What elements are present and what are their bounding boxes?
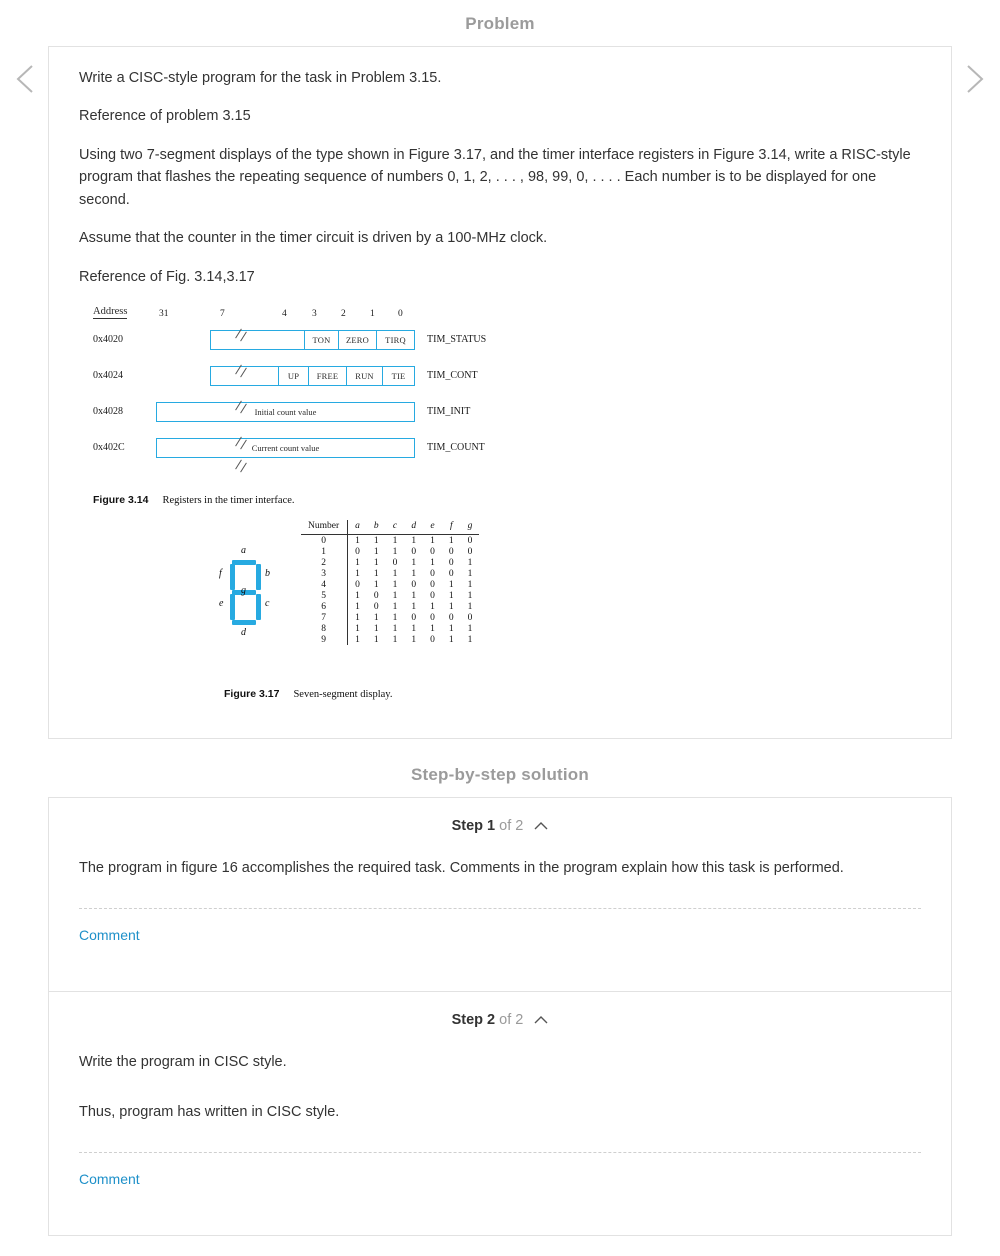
cell-f: 1: [448, 535, 454, 546]
step-1-spacer: [49, 969, 951, 991]
cell-g: 0: [467, 535, 473, 546]
column-header-d: d: [404, 520, 423, 535]
cell-number: 2: [301, 557, 348, 568]
previous-problem-button[interactable]: [12, 62, 42, 96]
cell-c: 1: [392, 568, 398, 579]
segment-a: [232, 560, 256, 565]
cell-f: 1: [448, 634, 454, 645]
table-row: [301, 634, 479, 645]
cell-d: 1: [411, 634, 417, 645]
table-body: [301, 535, 479, 646]
cell-f: 0: [448, 612, 454, 623]
problem-card: [48, 46, 952, 739]
bit-label-3: 3: [312, 309, 317, 320]
address-0x4028: 0x4028: [93, 406, 123, 418]
table-header-row: [301, 520, 479, 535]
problem-paragraph-3: Using two 7-segment displays of the type shown in Figure 3.17, and the timer interface registers in Figure 3.14, write a RISC-style program that flashes the repeating sequence of numbers 0, 1, 2, . . . , 98, 99, 0, . . . . Each number is to be displayed for one second.: [79, 146, 911, 208]
figure-3-17-caption-label: Figure 3.17: [224, 688, 280, 701]
cell-b: 1: [373, 634, 379, 645]
cell-g: 1: [467, 623, 473, 634]
register-row-tim-count: [156, 438, 415, 458]
cell-number: 1: [301, 546, 348, 557]
column-header-g: g: [461, 520, 480, 535]
bit-label-31: 31: [159, 309, 169, 320]
cell-e: 0: [430, 546, 435, 557]
cell-d: 1: [411, 557, 417, 568]
break-mark-init: [233, 395, 247, 421]
cell-number: 9: [301, 634, 348, 645]
table-row: [301, 579, 479, 590]
cell-number: 5: [301, 590, 348, 601]
step-1-body: [49, 852, 951, 880]
cell-c: 0: [392, 557, 398, 568]
cell-e: 0: [430, 579, 435, 590]
problem-heading: Problem: [465, 14, 535, 33]
segment-label-c: c: [265, 598, 270, 610]
column-header-b: b: [367, 520, 386, 535]
cell-a: 1: [355, 623, 360, 634]
bit-label-2: 2: [341, 309, 346, 320]
cell-number: 7: [301, 612, 348, 623]
cell-b: 0: [373, 601, 379, 612]
table-row: [301, 590, 479, 601]
cell-d: 1: [411, 590, 417, 601]
segment-e: [230, 594, 235, 620]
cell-c: 1: [392, 623, 398, 634]
step-2-comment-button[interactable]: Comment: [79, 1170, 140, 1187]
cell-b: 1: [373, 546, 379, 557]
cell-b: 1: [373, 612, 379, 623]
cell-b: 1: [373, 535, 379, 546]
cell-f: 0: [448, 568, 454, 579]
cell-number: 4: [301, 579, 348, 590]
step-2-paragraph-1: Write the program in CISC style.: [79, 1054, 287, 1071]
cell-e: 1: [430, 535, 435, 546]
seven-segment-display-diagram: [219, 546, 289, 638]
cell-b: 0: [373, 590, 379, 601]
cell-f: 1: [448, 601, 454, 612]
address-0x402C: 0x402C: [93, 442, 125, 454]
step-1-label: Step 1: [451, 818, 496, 835]
table-row: [301, 535, 479, 547]
field-tirq: TIRQ: [376, 331, 414, 349]
chevron-up-icon[interactable]: [534, 818, 548, 834]
cell-e: 1: [430, 623, 435, 634]
cell-number: 8: [301, 623, 348, 634]
figure-3-14-caption-text: Registers in the timer interface.: [162, 495, 295, 507]
break-mark-count-lower: [233, 454, 247, 480]
bit-label-4: 4: [282, 309, 287, 320]
figure-3-17-caption-text: Seven-segment display.: [293, 689, 393, 701]
cell-e: 0: [430, 568, 435, 579]
step-1-header[interactable]: [49, 798, 951, 852]
cell-a: 1: [355, 568, 360, 579]
cell-f: 0: [448, 557, 454, 568]
column-header-a: a: [348, 520, 367, 535]
cell-g: 1: [467, 579, 473, 590]
problem-paragraph-1: Write a CISC-style program for the task in Problem 3.15.: [79, 70, 442, 86]
cell-e: 0: [430, 634, 435, 645]
cell-d: 0: [411, 612, 417, 623]
cell-b: 1: [373, 623, 379, 634]
cell-d: 1: [411, 601, 417, 612]
cell-a: 1: [355, 590, 360, 601]
cell-c: 1: [392, 601, 398, 612]
segment-b: [256, 564, 261, 590]
reserved-field-status: [211, 331, 304, 349]
cell-a: 1: [355, 612, 360, 623]
problem-paragraph-2: Reference of problem 3.15: [79, 108, 251, 125]
problem-paragraph-4: Assume that the counter in the timer circuit is driven by a 100-MHz clock.: [79, 230, 548, 247]
field-zero: ZERO: [338, 331, 376, 349]
segment-c: [256, 594, 261, 620]
step-2: [49, 992, 951, 1235]
cell-g: 1: [467, 601, 473, 612]
column-header-number: Number: [301, 520, 348, 535]
register-row-tim-init: [156, 402, 415, 422]
seven-segment-truth-table: [301, 520, 479, 645]
segment-f: [230, 564, 235, 590]
cell-e: 0: [430, 590, 435, 601]
steps-container: [48, 797, 952, 1235]
segment-label-b: b: [265, 568, 270, 580]
step-2-header[interactable]: [49, 992, 951, 1046]
cell-g: 1: [467, 557, 473, 568]
table-row: [301, 623, 479, 634]
cell-f: 0: [448, 546, 454, 557]
field-initial-count-value: Initial count value: [254, 407, 317, 418]
cell-f: 1: [448, 590, 454, 601]
field-ton: TON: [304, 331, 338, 349]
cell-c: 1: [392, 634, 398, 645]
cell-number: 3: [301, 568, 348, 579]
table-row: [301, 612, 479, 623]
chevron-up-icon[interactable]: [534, 1012, 548, 1028]
bit-label-1: 1: [370, 309, 375, 320]
column-header-c: c: [386, 520, 405, 535]
cell-g: 0: [467, 612, 473, 623]
step-2-spacer: [49, 1213, 951, 1235]
cell-a: 0: [355, 579, 360, 590]
column-header-e: e: [423, 520, 442, 535]
bit-label-7: 7: [220, 309, 225, 320]
step-2-paragraph-2: Thus, program has written in CISC style.: [79, 1103, 340, 1120]
table-row: [301, 557, 479, 568]
step-2-body: [49, 1046, 951, 1124]
table-row: [301, 601, 479, 612]
break-mark-cont: [233, 359, 247, 385]
register-name-tim-init: TIM_INIT: [427, 406, 471, 418]
solution-heading: Step-by-step solution: [411, 765, 589, 785]
segment-label-f: f: [219, 568, 222, 580]
column-header-f: f: [442, 520, 461, 535]
figure-3-17-caption: [224, 688, 393, 700]
cell-d: 1: [411, 535, 417, 546]
cell-g: 1: [467, 634, 473, 645]
step-1-comment-button[interactable]: Comment: [79, 927, 140, 944]
cell-c: 1: [392, 579, 398, 590]
cell-d: 0: [411, 546, 417, 557]
field-free: FREE: [308, 367, 346, 385]
step-1-paragraph-1: The program in figure 16 accomplishes the required task. Comments in the program explain how this task is performed.: [79, 860, 844, 877]
register-name-tim-cont: TIM_CONT: [427, 370, 478, 382]
cell-number: 6: [301, 601, 348, 612]
cell-d: 0: [411, 579, 417, 590]
cell-a: 1: [355, 634, 360, 645]
cell-b: 1: [373, 568, 379, 579]
cell-f: 1: [448, 579, 454, 590]
segment-label-e: e: [219, 598, 224, 610]
cell-b: 1: [373, 557, 379, 568]
cell-e: 0: [430, 612, 435, 623]
address-0x4020: 0x4020: [93, 334, 123, 346]
cell-a: 1: [355, 557, 360, 568]
field-up: UP: [278, 367, 308, 385]
cell-e: 1: [430, 557, 435, 568]
segment-d: [232, 620, 256, 625]
cell-d: 1: [411, 623, 417, 634]
segment-label-g: g: [241, 585, 246, 597]
figure-3-14: [93, 306, 653, 486]
field-tie: TIE: [382, 367, 414, 385]
cell-c: 1: [392, 546, 398, 557]
problem-paragraph-5: Reference of Fig. 3.14,3.17: [79, 268, 255, 285]
register-name-tim-status: TIM_STATUS: [427, 334, 487, 346]
table-row: [301, 568, 479, 579]
cell-a: 0: [355, 546, 360, 557]
step-1-of: of 2: [499, 818, 524, 835]
cell-c: 1: [392, 535, 398, 546]
step-2-of: of 2: [499, 1012, 524, 1029]
cell-a: 1: [355, 535, 360, 546]
cell-a: 1: [355, 601, 360, 612]
cell-c: 1: [392, 612, 398, 623]
cell-f: 1: [448, 623, 454, 634]
step-1-divider: [79, 908, 921, 909]
cell-number: 0: [301, 535, 348, 547]
cell-g: 1: [467, 568, 473, 579]
figure-3-14-caption: [93, 494, 921, 506]
segment-label-a: a: [241, 545, 246, 557]
bit-label-0: 0: [398, 309, 403, 320]
step-1: [49, 798, 951, 992]
step-2-label: Step 2: [451, 1012, 496, 1029]
segment-label-d: d: [241, 627, 246, 639]
field-run: RUN: [346, 367, 382, 385]
cell-e: 1: [430, 601, 435, 612]
figure-3-17: [79, 520, 921, 710]
table-row: [301, 546, 479, 557]
break-mark-status: [233, 323, 247, 349]
cell-c: 1: [392, 590, 398, 601]
figure-3-14-caption-label: Figure 3.14: [93, 494, 149, 507]
cell-g: 1: [467, 590, 473, 601]
cell-d: 1: [411, 568, 417, 579]
register-name-tim-count: TIM_COUNT: [427, 442, 485, 454]
field-current-count-value: Current count value: [251, 443, 320, 454]
address-0x4024: 0x4024: [93, 370, 123, 382]
cell-b: 1: [373, 579, 379, 590]
step-2-divider: [79, 1152, 921, 1153]
address-column-header: Address: [93, 306, 128, 318]
cell-g: 0: [467, 546, 473, 557]
next-problem-button[interactable]: [958, 62, 988, 96]
